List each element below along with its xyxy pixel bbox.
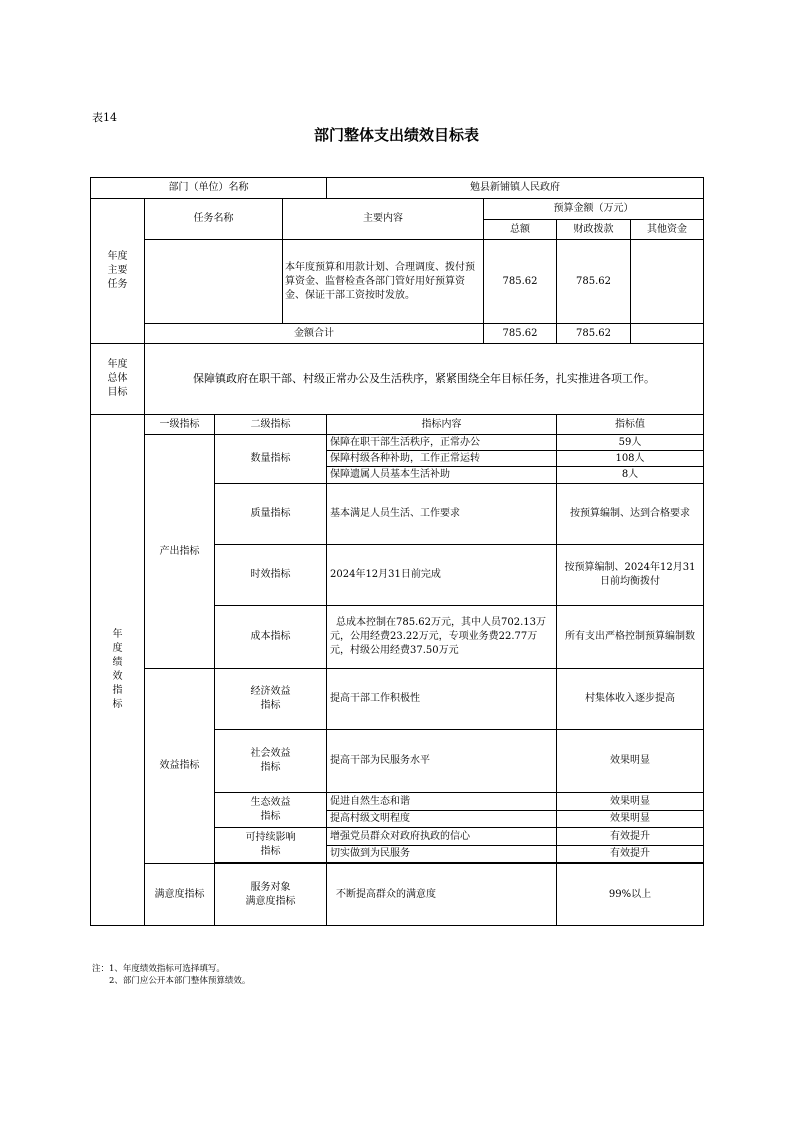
footnote-2: 2、部门应公开本部门整体预算绩效。 [109,976,251,986]
task-name-header: 任务名称 [145,199,283,240]
ecological-value-2: 效果明显 [557,811,704,828]
level2-header: 二级指标 [215,415,327,435]
benefit-indicator-label: 效益指标 [145,669,215,864]
level1-header: 一级指标 [145,415,215,435]
table-number: 表14 [92,111,117,124]
task-content-cell: 本年度预算和用款计划、合理调度、拨付预算资金、监督检查各部门管好用好预算资金、保证干部工资按时发放。 [283,240,484,324]
quantity-content-1: 保障在职干部生活秩序，正常办公 [327,435,557,451]
task-other-cell [631,240,704,324]
page-title: 部门整体支出绩效目标表 [313,126,479,144]
quantity-value-1: 59人 [557,435,704,451]
quality-value: 按预算编制、达到合格要求 [557,484,704,545]
main-content-header: 主要内容 [283,199,484,240]
overall-goal-text: 保障镇政府在职干部、村级正常办公及生活秩序，紧紧围绕全年目标任务，扎实推进各项工作。 [145,344,704,415]
cost-indicator-label: 成本指标 [215,606,327,669]
sustainable-content-1: 增强党员群众对政府执政的信心 [327,828,557,846]
ecological-content-1: 促进自然生态和谐 [327,793,557,811]
quantity-content-3: 保障遗属人员基本生活补助 [327,467,557,484]
quantity-indicator-label: 数量指标 [215,435,327,484]
quantity-value-2: 108人 [557,451,704,467]
cost-value: 所有支出严格控制预算编制数 [557,606,704,669]
footnotes [92,963,250,987]
social-indicator-label: 社会效益 指标 [215,730,327,793]
cost-content: 总成本控制在785.62万元，其中人员702.13万元，公用经费23.22万元，专项业务费22.77万元，村级公用经费37.50万元 [327,606,557,669]
quality-content: 基本满足人员生活、工作要求 [327,484,557,545]
indicator-value-header: 指标值 [557,415,704,435]
quality-indicator-label: 质量指标 [215,484,327,545]
timeliness-indicator-label: 时效指标 [215,545,327,606]
sum-total: 785.62 [484,324,557,344]
dept-name-label: 部门（单位）名称 [91,178,327,199]
performance-target-table [90,177,704,926]
dept-name-value: 勉县新铺镇人民政府 [327,178,704,199]
timeliness-content: 2024年12月31日前完成 [327,545,557,606]
sum-fiscal: 785.62 [557,324,631,344]
sum-other [631,324,704,344]
output-indicator-label: 产出指标 [145,435,215,669]
quantity-content-2: 保障村级各种补助，工作正常运转 [327,451,557,467]
economic-indicator-label: 经济效益 指标 [215,669,327,730]
sustainable-indicator-label: 可持续影响 指标 [215,828,327,863]
satisfaction-sub-label: 服务对象 满意度指标 [215,864,327,926]
sustainable-value-2: 有效提升 [557,846,704,863]
economic-value: 村集体收入逐步提高 [557,669,704,730]
task-fiscal-cell: 785.62 [557,240,631,324]
sum-label: 金额合计 [145,324,484,344]
performance-indicators-label: 年 度 绩 效 指 标 [91,415,145,926]
footnote-1: 注：1、年度绩效指标可选择填写。 [92,964,225,974]
social-content: 提高干部为民服务水平 [327,730,557,793]
task-total-cell: 785.62 [484,240,557,324]
timeliness-value: 按预算编制、2024年12月31日前均衡拨付 [557,545,704,606]
ecological-indicator-label: 生态效益 指标 [215,793,327,828]
economic-content: 提高干部工作积极性 [327,669,557,730]
fiscal-header: 财政拨款 [557,220,631,240]
task-name-cell [145,240,283,324]
total-header: 总额 [484,220,557,240]
social-value: 效果明显 [557,730,704,793]
satisfaction-content: 不断提高群众的满意度 [327,864,557,926]
satisfaction-value: 99%以上 [557,864,704,926]
budget-header: 预算金额（万元） [484,199,704,220]
satisfaction-indicator-label: 满意度指标 [145,864,215,926]
overall-goal-label: 年度 总体 目标 [91,344,145,415]
sustainable-content-2: 切实做到为民服务 [327,846,557,863]
quantity-value-3: 8人 [557,467,704,484]
other-header: 其他资金 [631,220,704,240]
indicator-content-header: 指标内容 [327,415,557,435]
ecological-value-1: 效果明显 [557,793,704,811]
annual-tasks-label: 年度 主要 任务 [91,199,145,344]
sustainable-value-1: 有效提升 [557,828,704,846]
ecological-content-2: 提高村级文明程度 [327,811,557,828]
